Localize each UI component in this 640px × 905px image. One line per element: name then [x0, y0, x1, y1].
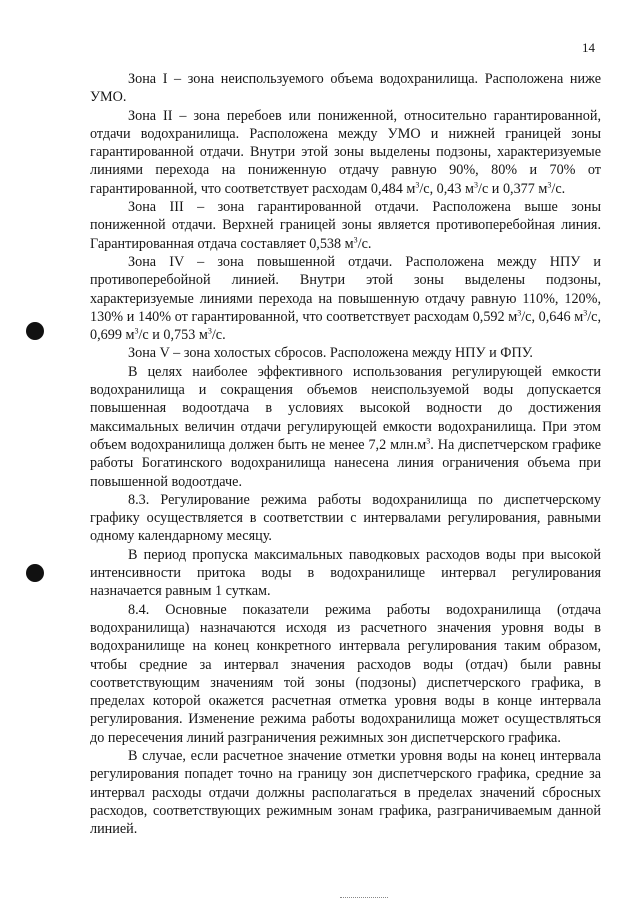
superscript: 3	[474, 180, 479, 190]
paragraph-boundary	[90, 747, 601, 838]
text-run: Зона IV – зона повышенной отдачи. Расположена между НПУ и противоперебойной линией. Внутри этой зоны выделены подзоны, характеризуемые линиями перехода на повышенную отдачу равную 110%, 120%, 130% и 140% от гарантированной, что соответствует расходам 0,592 м	[90, 253, 601, 325]
page-number: 14	[582, 40, 595, 55]
document-body	[90, 70, 601, 838]
scan-artifact-line	[340, 897, 388, 899]
text-run: /с, 0,43 м	[419, 180, 475, 197]
text-run: /с, 0,646 м	[521, 308, 584, 325]
paragraph-efficiency	[90, 363, 601, 491]
punch-hole-mark	[26, 322, 44, 340]
paragraph-s83	[90, 491, 601, 546]
paragraph-zone2	[90, 107, 601, 198]
text-run: /с.	[357, 235, 372, 252]
text-run: В период пропуска максимальных паводковых расходов воды при высокой интенсивности притока воды в водохранилище интервал регулирования назначается равным 1 суткам.	[90, 546, 601, 600]
text-run: /с.	[211, 327, 226, 344]
superscript: 3	[207, 326, 212, 336]
text-run: /с, 0,699 м	[90, 308, 601, 344]
text-run: В целях наиболее эффективного использования регулирующей емкости водохранилища и сокращения объемов неиспользуемой воды допускается повышенная водоотдача в условиях высокой водности до достижения максимальных величин отдачи регулирующей емкости водохранилища. При этом объем водохранилища должен быть не менее 7,2 млн.м	[90, 363, 601, 453]
superscript: 3	[547, 180, 552, 190]
text-run: /с и 0,753 м	[138, 327, 208, 344]
text-run: Зона I – зона неиспользуемого объема водохранилища. Расположена ниже УМО.	[90, 71, 601, 106]
text-run: Зона V – зона холостых сбросов. Расположена между НПУ и ФПУ.	[128, 345, 533, 362]
text-run: 8.4. Основные показатели режима работы водохранилища (отдача водохранилища) назначаются исходя из расчетного значения уровня воды в водохранилище на конец конкретного интервала регулирования таким образом, чтобы средние за интервал значения расходов воды (отдач) были равны соответствующим значениям той зоны (подзоны) диспетчерского графика, в пределах которой окажется расчетная отметка уровня воды в конце интервала регулирования. Изменение режима работы водохранилища может осуществляться до пересечения линий разграничения режимных зон диспетчерского графика.	[90, 601, 601, 746]
text-run: /с и 0,377 м	[478, 180, 548, 197]
paragraph-zone5	[90, 344, 601, 362]
superscript: 3	[517, 308, 522, 318]
paragraph-zone3	[90, 198, 601, 253]
punch-hole-mark	[26, 564, 44, 582]
superscript: 3	[583, 308, 588, 318]
paragraph-s84	[90, 601, 601, 747]
paragraph-zone4	[90, 253, 601, 344]
superscript: 3	[134, 326, 139, 336]
text-run: В случае, если расчетное значение отметки уровня воды на конец интервала регулирования попадет точно на границу зон диспетчерского графика, средние за интервал расходы отдачи должны располагаться в пределах значений сбросных расходов, соответствующих режимным зонам графика, разграничиваемым данной линией.	[90, 747, 601, 838]
text-run: /с.	[551, 180, 566, 197]
superscript: 3	[426, 436, 431, 446]
text-run: 8.3. Регулирование режима работы водохранилища по диспетчерскому графику осуществляется в соответствии с интервалами регулирования, равными одному календарному месяцу.	[90, 491, 601, 545]
superscript: 3	[415, 180, 420, 190]
text-run: Зона II – зона перебоев или пониженной, относительно гарантированной, отдачи водохранилища. Расположена между УМО и нижней границей зоны гарантированной отдачи. Внутри этой зоны выделены подзоны, характеризуемые линиями перехода на пониженную отдачу равную 90%, 80% и 70% от гарантированной, что соответствует расходам 0,484 м	[90, 107, 601, 197]
superscript: 3	[353, 234, 358, 244]
text-run: . На диспетчерском графике работы Богатинского водохранилища нанесена линия ограничения объема при повышенной водоотдаче.	[90, 436, 601, 490]
text-run: Зона III – зона гарантированной отдачи. Расположена выше зоны пониженной отдачи. Верхней границей зоны является противоперебойная линия. Гарантированная отдача составляет 0,538 м	[90, 199, 601, 252]
paragraph-flood	[90, 546, 601, 601]
paragraph-zone1	[90, 70, 601, 107]
